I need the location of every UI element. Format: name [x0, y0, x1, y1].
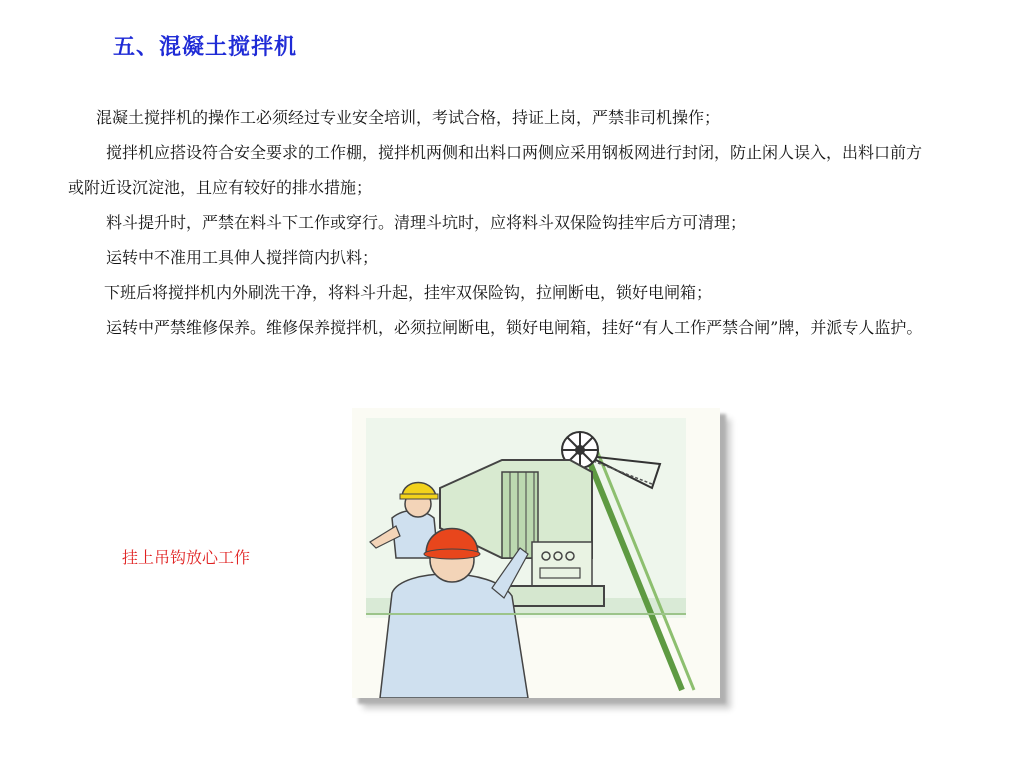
- paragraph-no-tools-in-drum: 运转中不准用工具伸人搅拌筒内扒料；: [106, 248, 379, 267]
- slide-title: 五、混凝土搅拌机: [113, 34, 298, 60]
- paragraph-after-shift: 下班后将搅拌机内外刷洗干净，将料斗升起，挂牢双保险钩，拉闸断电，锁好电闸箱；: [104, 283, 713, 302]
- mixer-illustration: [352, 408, 720, 698]
- body-text: [68, 100, 930, 345]
- paragraph-maintenance: 运转中严禁维修保养。维修保养搅拌机，必须拉闸断电，锁好电闸箱，挂好“有人工作严禁合闸”牌，并派专人监护。: [106, 318, 923, 337]
- paragraph-operator-training: 混凝土搅拌机的操作工必须经过专业安全培训，考试合格，持证上岗，严禁非司机操作；: [96, 108, 721, 127]
- figure-caption: 挂上吊钩放心工作: [122, 548, 251, 567]
- control-box: [532, 542, 592, 586]
- mixer-illustration-svg: [352, 408, 720, 698]
- paragraph-work-shed: 搅拌机应搭设符合安全要求的工作棚，搅拌机两侧和出料口两侧应采用钢板网进行封闭，防止闲人误入，出料口前方或附近设沉淀池，且应有较好的排水措施；: [68, 143, 923, 197]
- paragraph-hopper-lifting: 料斗提升时，严禁在料斗下工作或穿行。清理斗坑时，应将料斗双保险钩挂牢后方可清理；: [106, 213, 747, 232]
